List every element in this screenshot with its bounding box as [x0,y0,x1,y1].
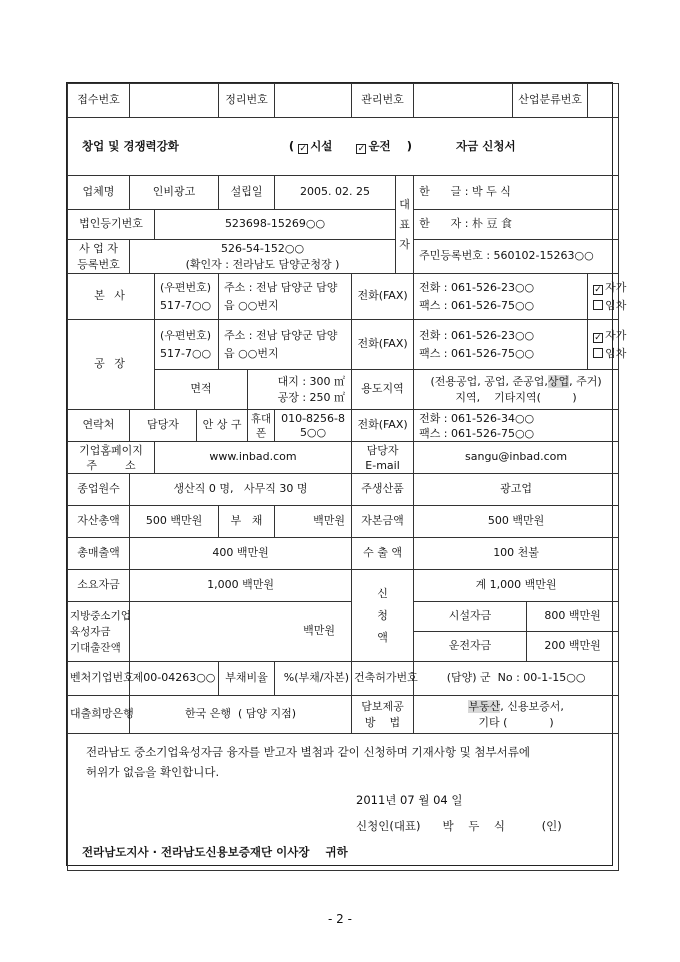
assets-value: 500 백만원 [130,506,219,538]
app-label-1: 신 [377,586,388,600]
title-row [68,118,619,176]
company-name-label: 업체명 [68,176,130,210]
title-open-paren: ( [288,138,295,153]
homepage-label-2: 주 소 [86,458,136,472]
biz-reg-label-2: 등록번호 [77,257,120,271]
biz-reg-cell [130,240,396,274]
head-office-postal-label: (우편번호) [160,280,212,294]
export-value: 100 천불 [414,538,619,570]
factory-area: 공장 : 250 ㎡ [277,390,346,404]
rep-hangul [414,176,619,210]
venture-row [68,662,619,696]
email-value[interactable]: sangu@inbad.com [414,442,619,474]
person-value: 안 상 구 [197,410,248,442]
biz-reg-label-1: 사 업 자 [79,241,118,255]
biz-reg-confirm: (확인자 : 전라남도 담양군청장 ) [185,257,340,271]
required-funds-label: 소요자금 [68,570,130,602]
required-funds-row [68,570,619,602]
arrange-no-field[interactable] [275,84,352,118]
collateral-label-1: 담보제공 [361,699,404,713]
factory-address [219,320,352,370]
head-office-telfax-label: 전화(FAX) [352,274,414,320]
company-name-value: 인비광고 [130,176,219,210]
application-amount-label [352,570,414,662]
zoning-line1-highlight: 상업 [547,374,570,388]
mobile-label-2: 폰 [255,426,267,439]
zoning-values [414,370,619,410]
declaration [68,734,619,871]
applicant-name: 박 두 식 [442,819,506,833]
required-funds-value: 1,000 백만원 [130,570,352,602]
employees-row [68,474,619,506]
debt-label: 부 채 [219,506,275,538]
rep-hangul-value: 박 두 식 [472,185,511,199]
head-office-address-2: 읍 ○○번지 [224,298,279,312]
bank-label: 대출희망은행 [68,696,130,734]
factory-ownership [588,320,627,370]
factory-rent-checkbox[interactable] [593,348,603,358]
local-fund-label-1: 지방중소기업 [70,609,131,622]
industry-code-label: 산업분류번호 [513,84,588,118]
venture-value: 제00-04263○○ [130,662,219,696]
local-fund-label-2: 육성자금 [70,625,111,638]
declaration-line-2: 허위가 없음을 확인합니다. [86,765,220,779]
addressee-suffix: 귀하 [325,845,348,859]
head-office-address [219,274,352,320]
collateral-line1: , 신용보증서, [500,699,564,713]
head-office-ownership [588,274,627,320]
applicant-label: 신청인(대표) [356,819,421,833]
title-suffix: 자금 신청서 [456,138,516,153]
mobile-label [248,410,275,442]
permit-value: (담양) 군 No : 00-1-15○○ [414,662,619,696]
manage-no-label: 관리번호 [352,84,414,118]
debt-value: 백만원 [275,506,352,538]
employees-label: 종업원수 [68,474,130,506]
title-close-paren: ) [406,138,412,153]
declaration-row [68,734,619,871]
employees-value: 생산직 0 명, 사무직 30 명 [130,474,352,506]
receipt-no-label: 접수번호 [68,84,130,118]
receipt-no-field[interactable] [130,84,219,118]
person-label: 담당자 [130,410,197,442]
total-amount: 계 1,000 백만원 [414,570,619,602]
corp-reg-value: 523698-15269○○ [155,210,396,240]
sales-label: 총매출액 [68,538,130,570]
contact-tel: 전화 : 061-526-34○○ [419,411,535,425]
email-label-1: 담당자 [366,443,399,457]
product-label: 주생산품 [352,474,414,506]
head-office-address-1: 주소 : 전남 담양군 담양 [224,280,338,294]
manage-no-field[interactable] [414,84,513,118]
head-office-telfax [414,274,588,320]
resident-no-label: 주민등록번호 : [419,249,491,263]
bank-value: 한국 은행 ( 담양 지점) [130,696,352,734]
operating-fund-value: 200 백만원 [527,632,619,662]
mobile-label-1: 휴대 [250,412,272,425]
homepage-label-1: 기업홈페이지 [79,443,143,457]
operating-fund-label: 운전자금 [414,632,527,662]
biz-reg-label [68,240,130,274]
corp-reg-label: 법인등기번호 [68,210,155,240]
addressee: 전라남도지사 · 전라남도신용보증재단 이사장 [82,845,310,859]
head-office-label: 본 사 [68,274,155,320]
capital-value: 500 백만원 [414,506,619,538]
export-label: 수 출 액 [352,538,414,570]
title-prefix: 창업 및 경쟁력강화 [82,138,179,153]
local-fund-label-3: 기대출잔액 [70,641,121,654]
head-office-postal-value: 517-7○○ [160,298,212,312]
resident-no [414,240,619,274]
local-fund-value: 백만원 [130,602,352,662]
rep-hanja-label: 한 자 : [419,217,469,231]
factory-own-label: 자가 [605,328,627,342]
factory-postal-label: (우편번호) [160,328,212,342]
loan-row [68,696,619,734]
company-row [68,176,619,210]
collateral-highlight: 부동산 [468,699,501,713]
corp-reg-row [68,210,619,240]
industry-code-field[interactable] [588,84,619,118]
founded-label: 설립일 [219,176,275,210]
debt-ratio-value: %(부채/자본) [275,662,352,696]
sales-value: 400 백만원 [130,538,352,570]
head-office-tel: 전화 : 061-526-23○○ [419,280,535,294]
area-values [248,370,352,410]
assets-label: 자산총액 [68,506,130,538]
factory-label: 공 장 [68,320,155,410]
factory-fax: 팩스 : 061-526-75○○ [419,346,535,360]
contact-fax: 팩스 : 061-526-75○○ [419,426,535,440]
form-title [68,118,619,176]
facility-checkbox[interactable]: ✓ [299,143,307,154]
homepage-label [68,442,155,474]
sales-row [68,538,619,570]
head-office-own-checkbox[interactable]: ✓ [594,284,602,295]
zoning-line2: 지역, 기타지역( ) [455,390,577,404]
head-office-rent-label: 임차 [605,298,627,312]
facility-fund-value: 800 백만원 [527,602,619,632]
resident-no-value: 560102-15263○○ [493,249,594,263]
declaration-line-1: 전라남도 중소기업육성자금 융자를 받고자 별첨과 같이 신청하며 기재사항 및 첨부서류에 [86,745,530,759]
applicant-seal: (인) [541,819,562,833]
factory-postal-value: 517-7○○ [160,346,212,360]
contact-label: 연락처 [68,410,130,442]
rep-hanja-value: 朴 豆 食 [472,217,512,231]
permit-label: 건축허가번호 [352,662,414,696]
head-office-rent-checkbox[interactable] [593,300,603,310]
factory-telfax-label: 전화(FAX) [352,320,414,370]
factory-tel: 전화 : 061-526-23○○ [419,328,535,342]
biz-reg-value: 526-54-152○○ [220,241,305,255]
factory-postal [155,320,219,370]
local-fund-label [68,602,130,662]
collateral-value [414,696,619,734]
venture-label: 벤처기업번호 [68,662,130,696]
factory-row [68,320,619,370]
arrange-no-label: 정리번호 [219,84,275,118]
facility-label: 시설 [310,138,333,153]
rep-hanja [414,210,619,240]
facility-fund-row [68,602,619,632]
email-label-2: E-mail [365,458,400,472]
mobile-value [275,410,352,442]
head-office-row [68,274,619,320]
factory-own-checkbox[interactable]: ✓ [594,332,602,343]
head-office-own-label: 자가 [605,280,627,294]
mobile-value-2: 5○○ [299,425,327,439]
factory-rent-label: 임차 [605,346,627,360]
factory-address-2: 읍 ○○번지 [224,346,279,360]
representative-label-text: 대표자 [399,197,410,251]
product-value: 광고업 [414,474,619,506]
capital-label: 자본금액 [352,506,414,538]
facility-fund-label: 시설자금 [414,602,527,632]
application-form [66,82,627,866]
contact-row [68,410,619,442]
area-label: 면적 [155,370,248,410]
zoning-line1-post: , 주거) [569,374,602,388]
applicant-line [82,816,604,836]
factory-address-1: 주소 : 전남 담양군 담양 [224,328,338,342]
declaration-date: 2011년 07 월 04 일 [356,793,463,807]
web-row [68,442,619,474]
collateral-label-2: 방 법 [364,715,401,729]
biz-reg-row [68,240,619,274]
app-label-3: 액 [377,630,388,644]
founded-value: 2005. 02. 25 [275,176,396,210]
collateral-line2: 기타 ( ) [478,715,554,729]
mobile-value-1: 010-8256-8 [281,411,346,425]
operating-checkbox[interactable]: ✓ [357,143,366,154]
head-office-postal [155,274,219,320]
land-area: 대지 : 300 ㎡ [277,374,346,388]
header-row [68,84,619,118]
assets-row [68,506,619,538]
contact-telfax [414,410,619,442]
zoning-label: 용도지역 [352,370,414,410]
zoning-line1-pre: (전용공업, 공업, 준공업, [430,374,548,388]
form-table [67,83,627,871]
addressee-line [82,842,604,862]
email-label [352,442,414,474]
debt-ratio-label: 부채비율 [219,662,275,696]
rep-hangul-label: 한 글 : [419,185,469,199]
contact-telfax-label: 전화(FAX) [352,410,414,442]
representative-label [396,176,414,274]
head-office-fax: 팩스 : 061-526-75○○ [419,298,535,312]
factory-telfax [414,320,588,370]
page-number: - 2 - [328,912,352,926]
homepage-value[interactable]: www.inbad.com [155,442,352,474]
collateral-label [352,696,414,734]
app-label-2: 청 [377,608,388,622]
operating-label: 운전 [368,138,391,153]
